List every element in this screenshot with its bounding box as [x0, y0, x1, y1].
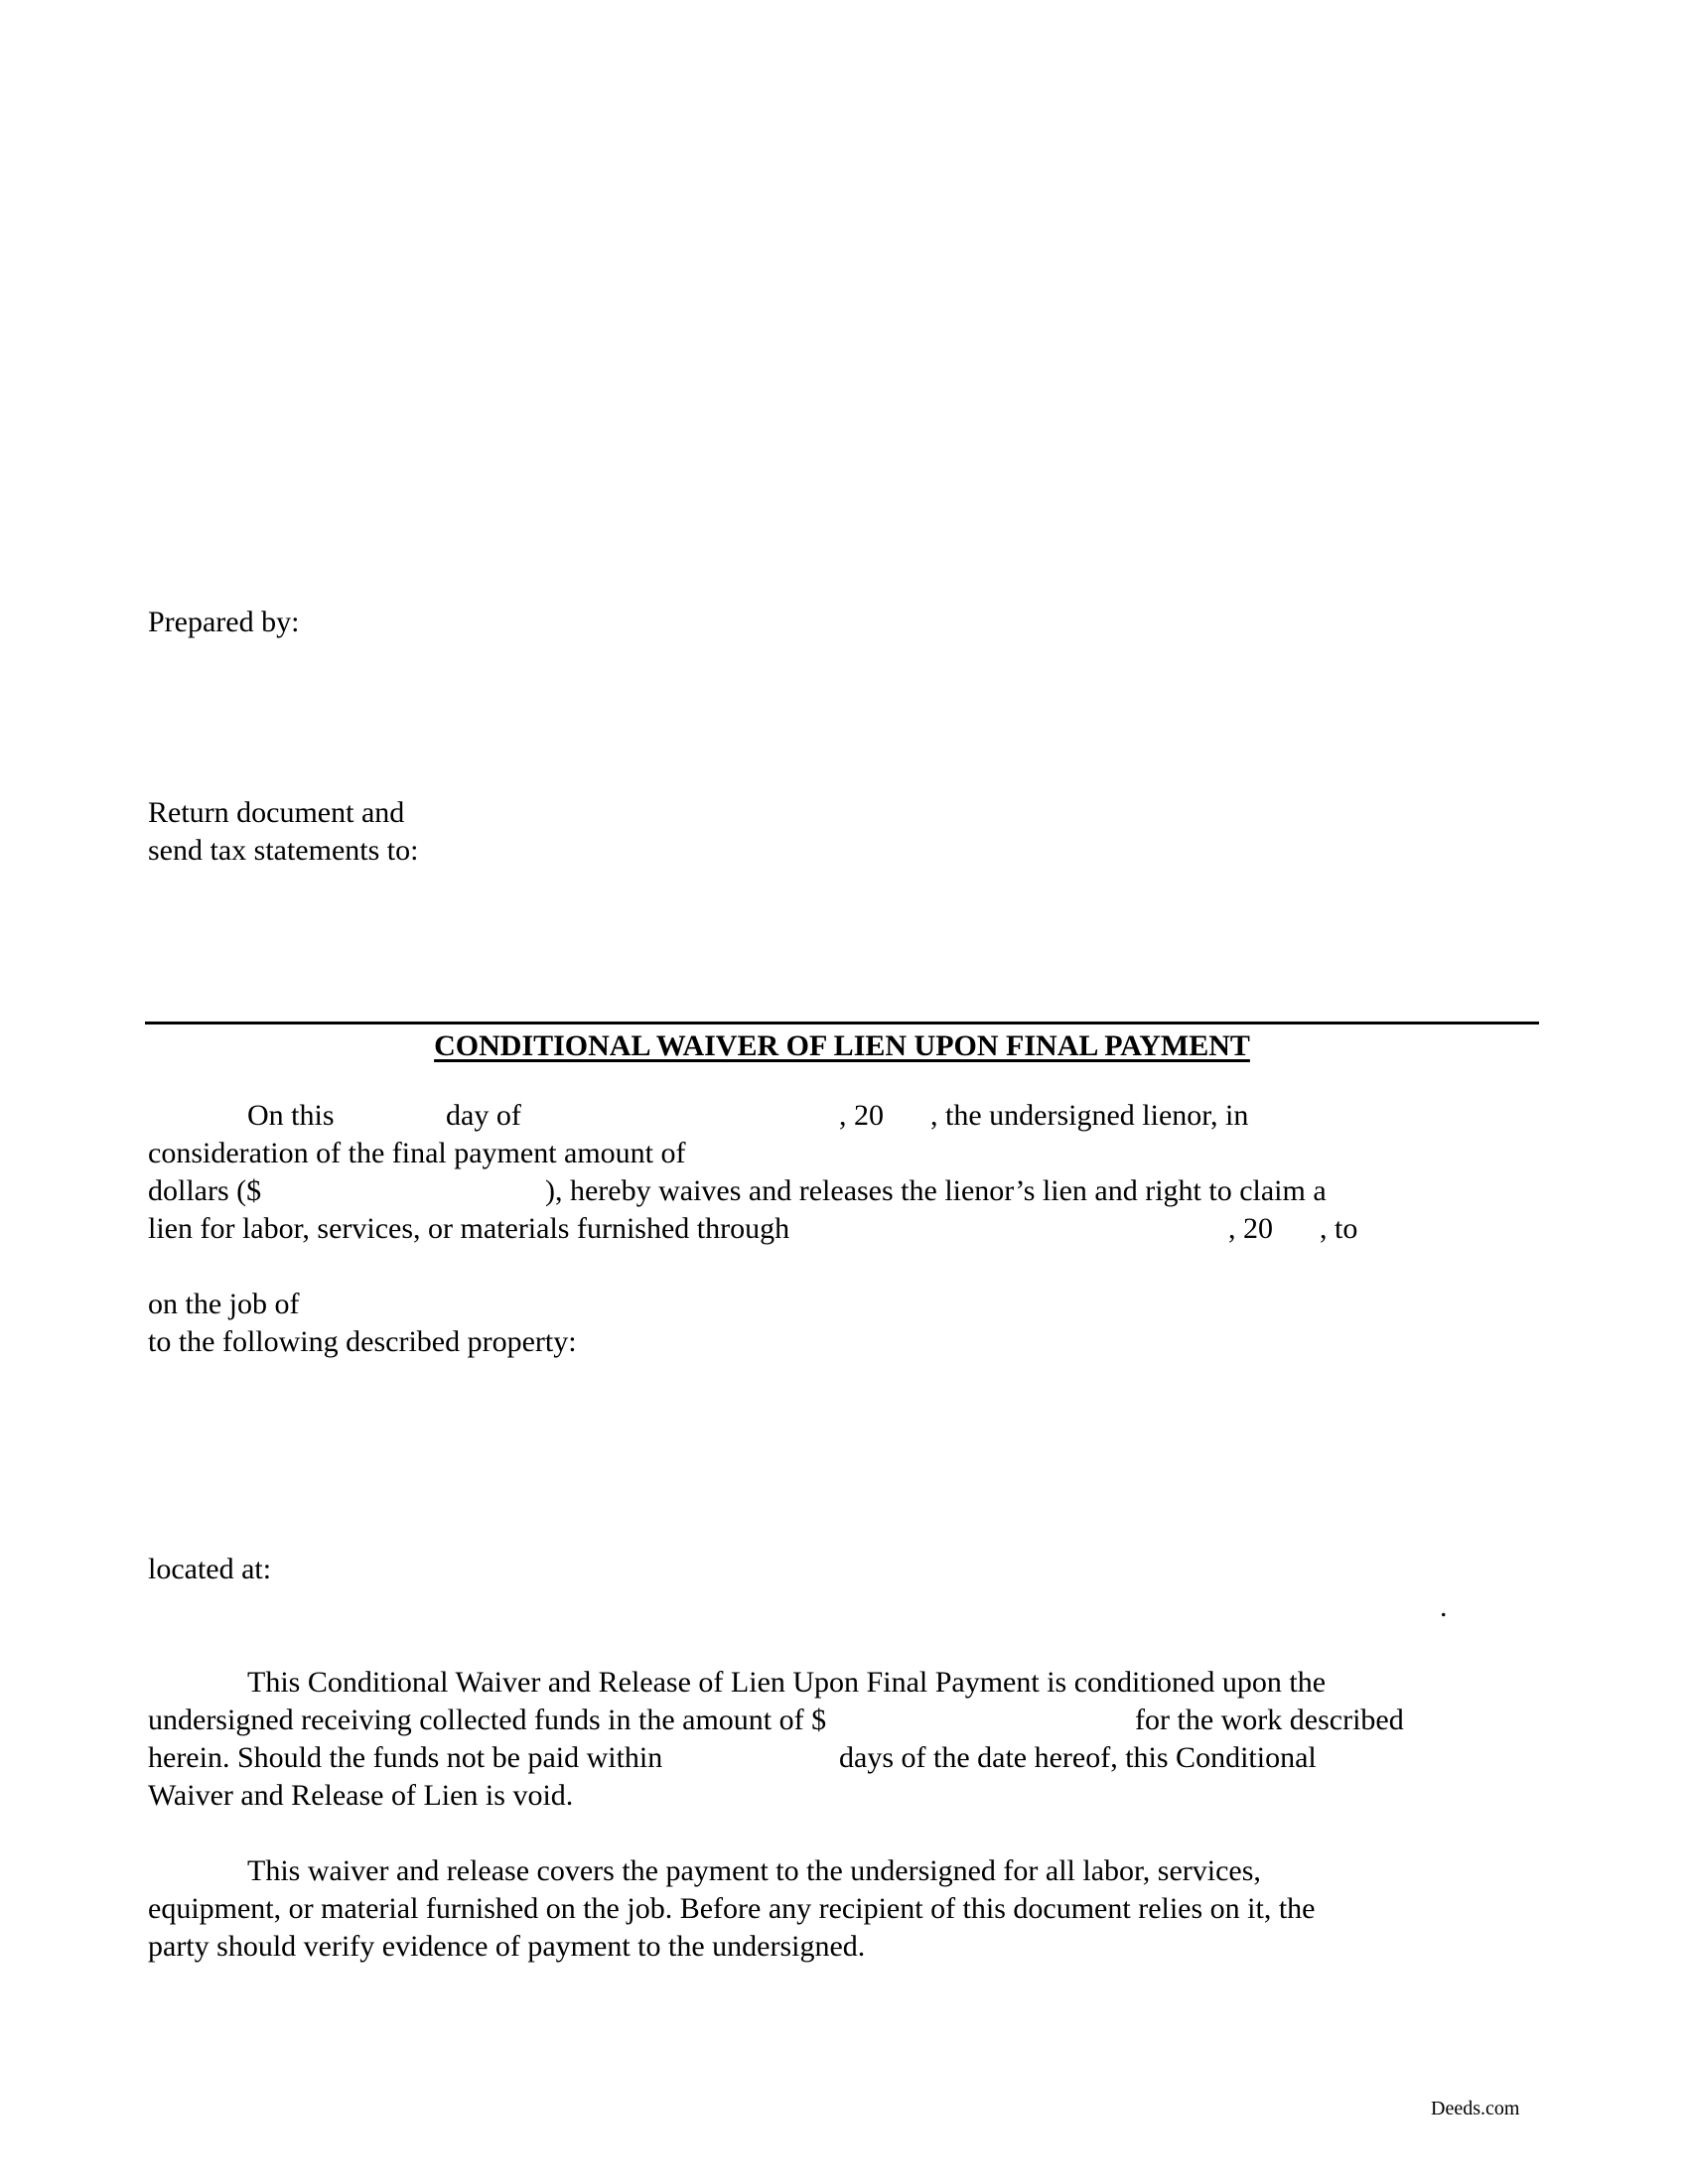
- to-text: , to: [1320, 1212, 1358, 1245]
- footer-brand: Deeds.com: [1431, 2098, 1520, 2119]
- dollars-text: dollars ($: [148, 1174, 262, 1207]
- consideration-text: consideration of the final payment amount of: [148, 1137, 686, 1169]
- waiver-void-text: Waiver and Release of Lien is void.: [148, 1779, 574, 1812]
- year-prefix-text: , 20: [839, 1099, 884, 1132]
- equipment-material-text: equipment, or material furnished on the job. Before any recipient of this document relies on it, the: [148, 1892, 1316, 1925]
- located-at-label: located at:: [148, 1553, 272, 1585]
- undersigned-lienor-text: , the undersigned lienor, in: [930, 1099, 1249, 1132]
- return-document-label: Return document and: [148, 796, 405, 829]
- on-this-text: On this: [247, 1099, 335, 1132]
- send-tax-statements-label: send tax statements to:: [148, 834, 419, 867]
- location-period: .: [1440, 1590, 1448, 1623]
- collected-funds-text: undersigned receiving collected funds in the amount of $: [148, 1704, 827, 1736]
- prepared-by-label: Prepared by:: [148, 606, 300, 638]
- waiver-covers-text: This waiver and release covers the payment to the undersigned for all labor, services,: [247, 1854, 1261, 1887]
- header-divider: [145, 1022, 1539, 1024]
- conditional-waiver-text: This Conditional Waiver and Release of Lien Upon Final Payment is conditioned upon the: [247, 1666, 1327, 1699]
- year-prefix-text-2: , 20: [1228, 1212, 1273, 1245]
- days-of-date-text: days of the date hereof, this Conditional: [839, 1741, 1317, 1774]
- verify-payment-text: party should verify evidence of payment to the undersigned.: [148, 1930, 866, 1963]
- job-of-text: on the job of: [148, 1288, 300, 1320]
- described-property-text: to the following described property:: [148, 1325, 577, 1358]
- day-of-text: day of: [446, 1099, 521, 1132]
- document-title: CONDITIONAL WAIVER OF LIEN UPON FINAL PAYMENT: [434, 1029, 1250, 1062]
- work-described-text: for the work described: [1135, 1704, 1404, 1736]
- furnished-through-text: lien for labor, services, or materials furnished through: [148, 1212, 790, 1245]
- hereby-waives-text: ), hereby waives and releases the lienor’s lien and right to claim a: [545, 1174, 1327, 1207]
- funds-not-paid-text: herein. Should the funds not be paid within: [148, 1741, 663, 1774]
